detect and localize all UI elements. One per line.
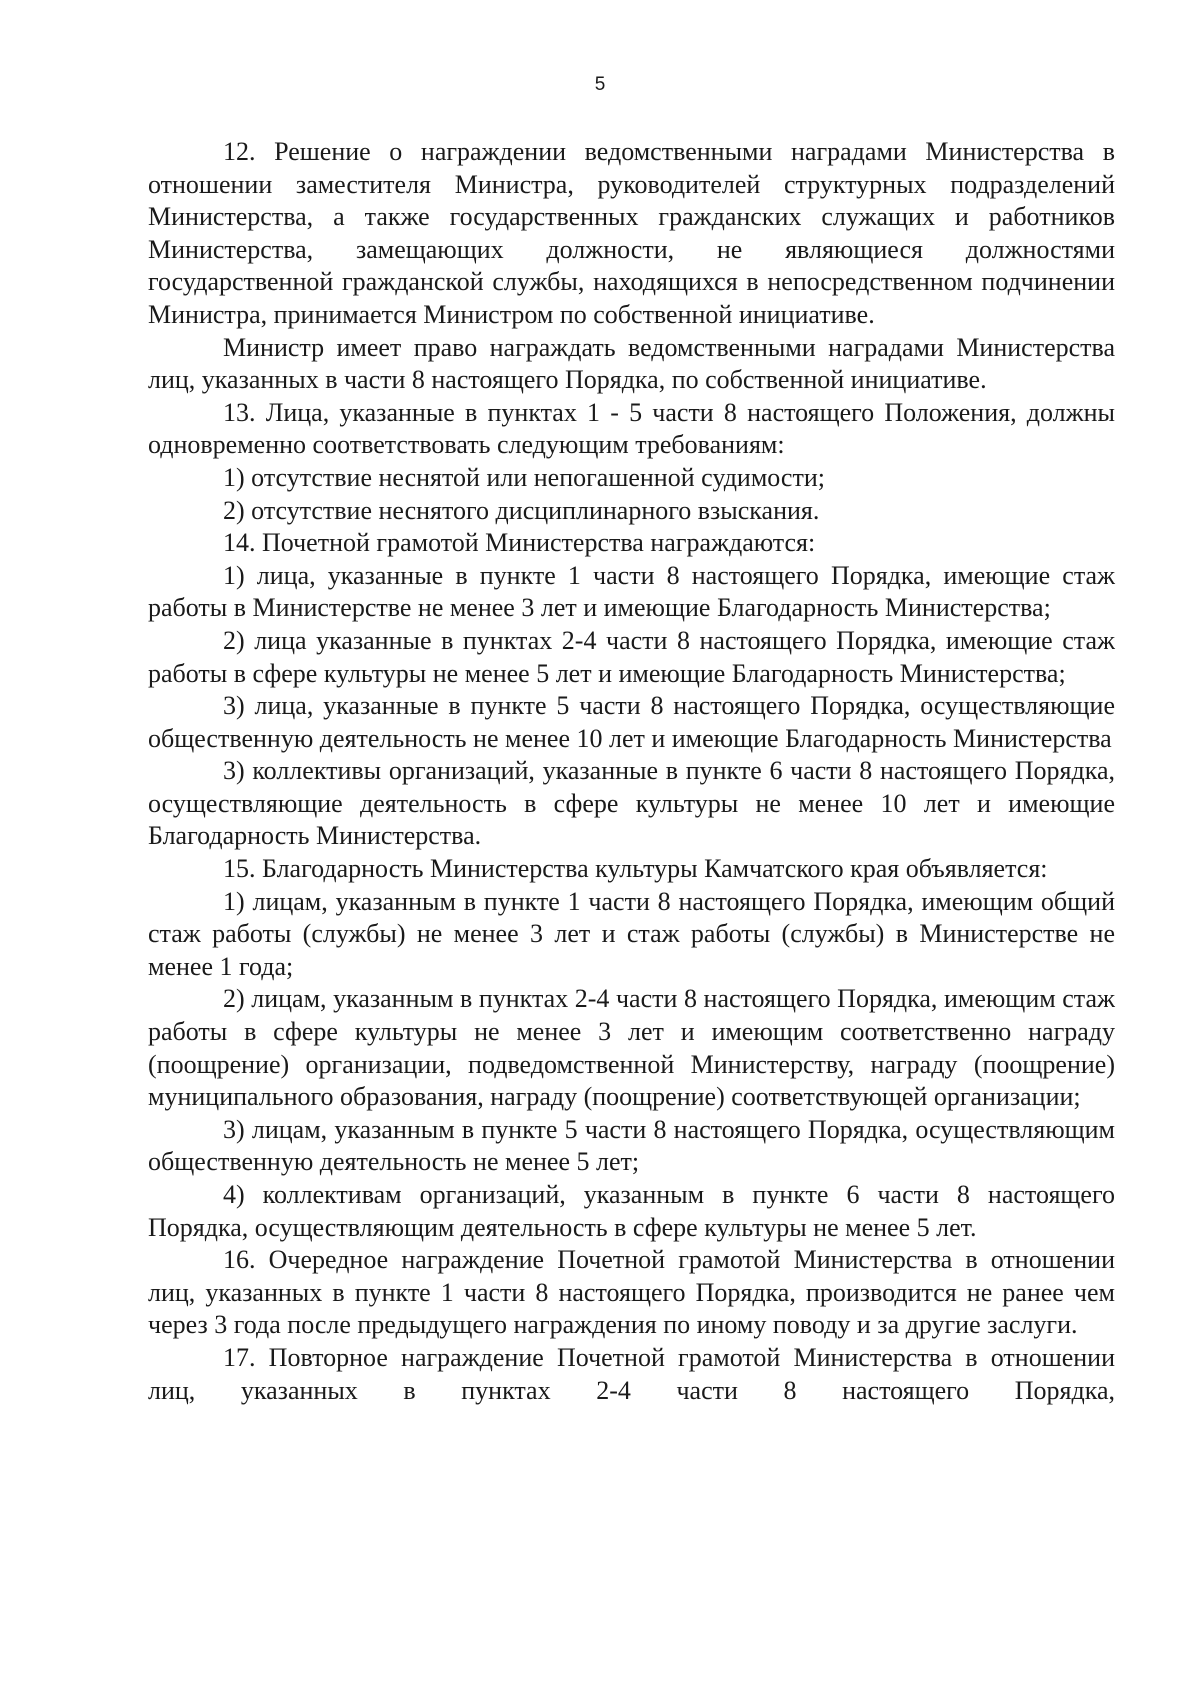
paragraph-15-item-2: 2) лицам, указанным в пунктах 2-4 части 8 настоящего Порядка, имеющим стаж работы в сфере культуры не менее 3 лет и имеющим соответственно награду (поощрение) организации, подведомственной Министерству, награду (поощрение) муниципального образования, награду (поощрение) соответствующей организации; <box>148 984 1115 1112</box>
paragraph-15-item-4: 4) коллективам организаций, указанным в пункте 6 части 8 настоящего Порядка, осуществляющим деятельность в сфере культуры не менее 5 лет. <box>148 1180 1115 1242</box>
paragraph-14-item-3: 3) лица, указанные в пункте 5 части 8 настоящего Порядка, осуществляющие общественную деятельность не менее 10 лет и имеющие Благодарность Министерства <box>148 691 1115 753</box>
document-body <box>148 136 1115 1407</box>
paragraph-14-item-2: 2) лица указанные в пунктах 2-4 части 8 настоящего Порядка, имеющие стаж работы в сфере культуры не менее 5 лет и имеющие Благодарность Министерства; <box>148 625 1115 688</box>
paragraph-13-item-2: 2) отсутствие неснятого дисциплинарного взыскания. <box>223 495 820 525</box>
paragraph-16: 16. Очередное награждение Почетной грамотой Министерства в отношении лиц, указанных в пункте 1 части 8 настоящего Порядка, производится не ранее чем через 3 года после предыдущего награждения по иному поводу и за другие заслуги. <box>148 1245 1115 1340</box>
paragraph-15: 15. Благодарность Министерства культуры Камчатского края объявляется: <box>223 854 1048 884</box>
paragraph-13: 13. Лица, указанные в пунктах 1 - 5 части 8 настоящего Положения, должны одновременно соответствовать следующим требованиям: <box>148 397 1115 460</box>
paragraph-14-item-1: 1) лица, указанные в пункте 1 части 8 настоящего Порядка, имеющие стаж работы в Министерстве не менее 3 лет и имеющие Благодарность Министерства; <box>148 560 1115 623</box>
paragraph-15-item-1: 1) лицам, указанным в пункте 1 части 8 настоящего Порядка, имеющим общий стаж работы (службы) не менее 3 лет и стаж работы (службы) в Министерстве не менее 1 года; <box>148 886 1115 981</box>
paragraph-13-item-1: 1) отсутствие неснятой или непогашенной судимости; <box>223 462 825 492</box>
paragraph-15-item-3: 3) лицам, указанным в пункте 5 части 8 настоящего Порядка, осуществляющим общественную деятельность не менее 5 лет; <box>148 1114 1115 1177</box>
paragraph-12: 12. Решение о награждении ведомственными наградами Министерства в отношении заместителя Министра, руководителей структурных подразделений Министерства, а также государственных гражданских служащих и работников Министерства, замещающих должности, не являющиеся должностями государственной гражданской службы, находящихся в непосредственном подчинении Министра, принимается Министром по собственной инициативе. <box>148 137 1115 329</box>
paragraph-14: 14. Почетной грамотой Министерства награждаются: <box>223 528 816 558</box>
paragraph-minister-right: Министр имеет право награждать ведомственными наградами Министерства лиц, указанных в части 8 настоящего Порядка, по собственной инициативе. <box>148 332 1115 395</box>
paragraph-17: 17. Повторное награждение Почетной грамотой Министерства в отношении лиц, указанных в пунктах 2-4 части 8 настоящего Порядка, <box>148 1342 1115 1405</box>
paragraph-14-item-3b: 3) коллективы организаций, указанные в пункте 6 части 8 настоящего Порядка, осуществляющие деятельность в сфере культуры не менее 10 лет и имеющие Благодарность Министерства. <box>148 756 1115 851</box>
page-number: 5 <box>594 74 606 95</box>
